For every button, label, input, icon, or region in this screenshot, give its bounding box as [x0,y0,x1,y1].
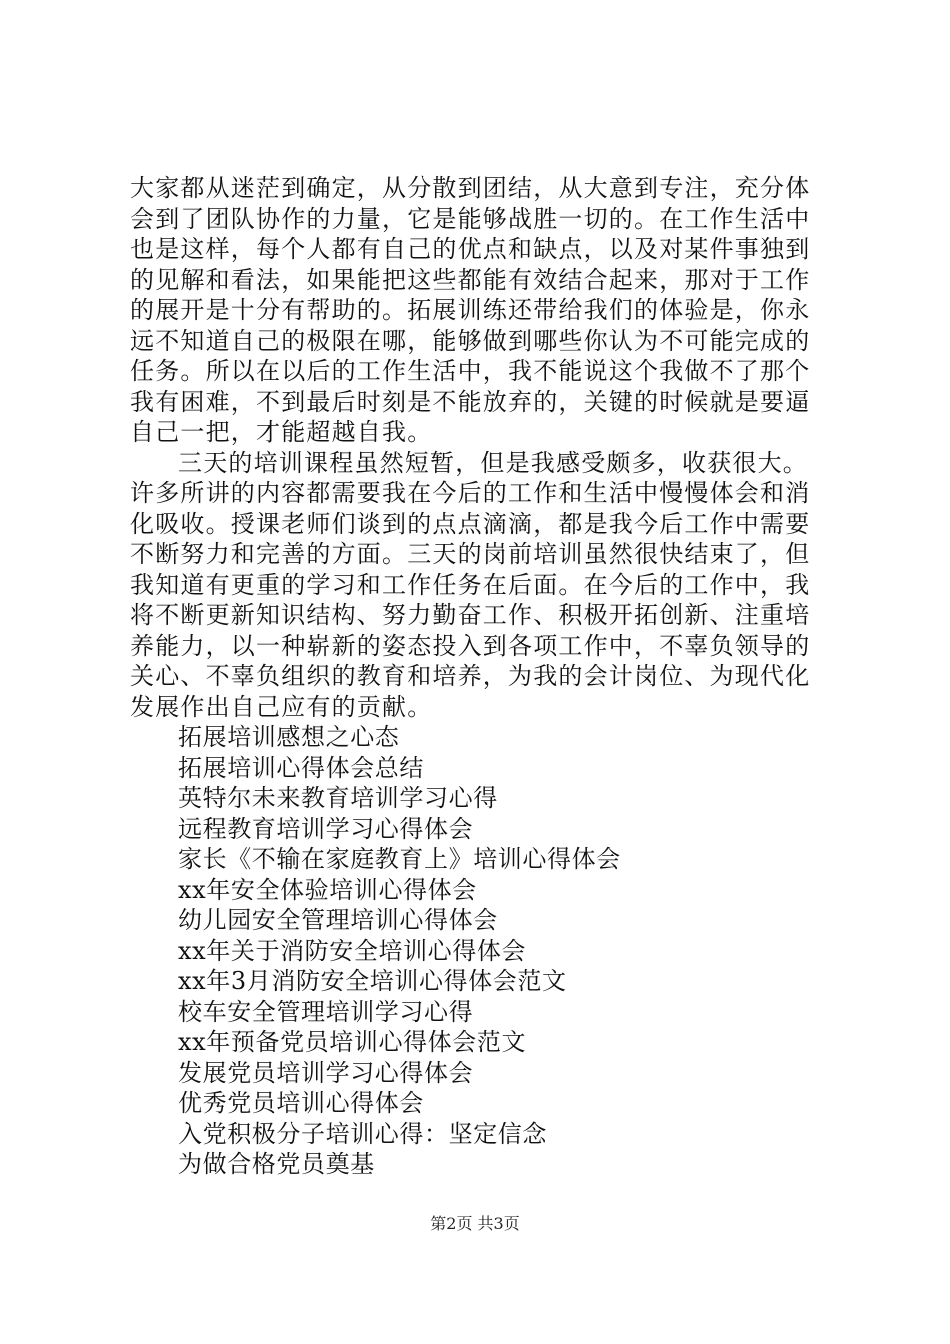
paragraph-line: 会到了团队协作的力量，它是能够战胜一切的。在工作生活中 [130,204,811,233]
related-article-link[interactable]: 优秀党员培训心得体会 [178,1089,424,1117]
related-articles-list [130,722,830,1180]
paragraph-line: 关心、不辜负组织的教育和培养，为我的会计岗位、为现代化 [130,662,811,690]
paragraph-line: 我有困难，不到最后时刻是不能放弃的，关键的时候就是要逼 [130,387,811,416]
paragraph-line: 将不断更新知识结构、努力勤奋工作、积极开拓创新、注重培 [130,601,811,629]
related-article-link[interactable]: xx年安全体验培训心得体会 [178,875,477,904]
paragraph-line: 许多所讲的内容都需要我在今后的工作和生活中慢慢体会和消 [130,479,811,507]
paragraph-line: 不断努力和完善的方面。三天的岗前培训虽然很快结束了，但 [130,540,811,568]
related-article-link[interactable]: 幼儿园安全管理培训心得体会 [178,906,498,934]
page-number-footer: 第2页 共3页 [430,1214,520,1233]
paragraph-1 [130,173,830,448]
paragraph-line: 养能力，以一种崭新的姿态投入到各项工作中，不辜负领导的 [130,631,811,660]
related-article-link[interactable]: 远程教育培训学习心得体会 [178,814,474,843]
paragraph-2 [130,448,830,723]
paragraph-line: 任务。所以在以后的工作生活中，我不能说这个我做不了那个 [130,357,811,385]
paragraph-line: 三天的培训课程虽然短暂，但是我感受颇多，收获很大。 [178,448,808,477]
paragraph-line: 的展开是十分有帮助的。拓展训练还带给我们的体验是，你永 [130,296,811,324]
related-article-link[interactable]: 发展党员培训学习心得体会 [178,1058,474,1087]
paragraph-line: 的见解和看法，如果能把这些都能有效结合起来，那对于工作 [130,265,811,294]
related-article-link[interactable]: xx年关于消防安全培训心得体会 [178,936,527,965]
paragraph-line: 发展作出自己应有的贡献。 [130,692,433,721]
related-article-link[interactable]: 拓展培训感想之心态 [178,723,400,751]
paragraph-line: 化吸收。授课老师们谈到的点点滴滴，都是我今后工作中需要 [130,509,811,538]
paragraph-line: 我知道有更重的学习和工作任务在后面。在今后的工作中，我 [130,570,811,599]
related-article-link[interactable]: 校车安全管理培训学习心得 [178,997,474,1026]
related-article-link[interactable]: xx年3月消防安全培训心得体会范文 [178,967,567,995]
related-article-link[interactable]: 入党积极分子培训心得：坚定信念 [178,1119,547,1148]
paragraph-line: 大家都从迷茫到确定，从分散到团结，从大意到专注，充分体 [130,174,811,202]
document-body [130,173,830,1180]
related-article-link[interactable]: 为做合格党员奠基 [178,1150,375,1178]
related-article-link[interactable]: 家长《不输在家庭教育上》培训心得体会 [178,845,621,873]
paragraph-line: 自己一把，才能超越自我。 [130,418,433,446]
paragraph-line: 也是这样，每个人都有自己的优点和缺点，以及对某件事独到 [130,235,811,263]
related-article-link[interactable]: 英特尔未来教育培训学习心得 [178,784,498,812]
related-article-link[interactable]: xx年预备党员培训心得体会范文 [178,1028,527,1056]
related-article-link[interactable]: 拓展培训心得体会总结 [178,753,424,782]
paragraph-line: 远不知道自己的极限在哪，能够做到哪些你认为不可能完成的 [130,326,811,355]
